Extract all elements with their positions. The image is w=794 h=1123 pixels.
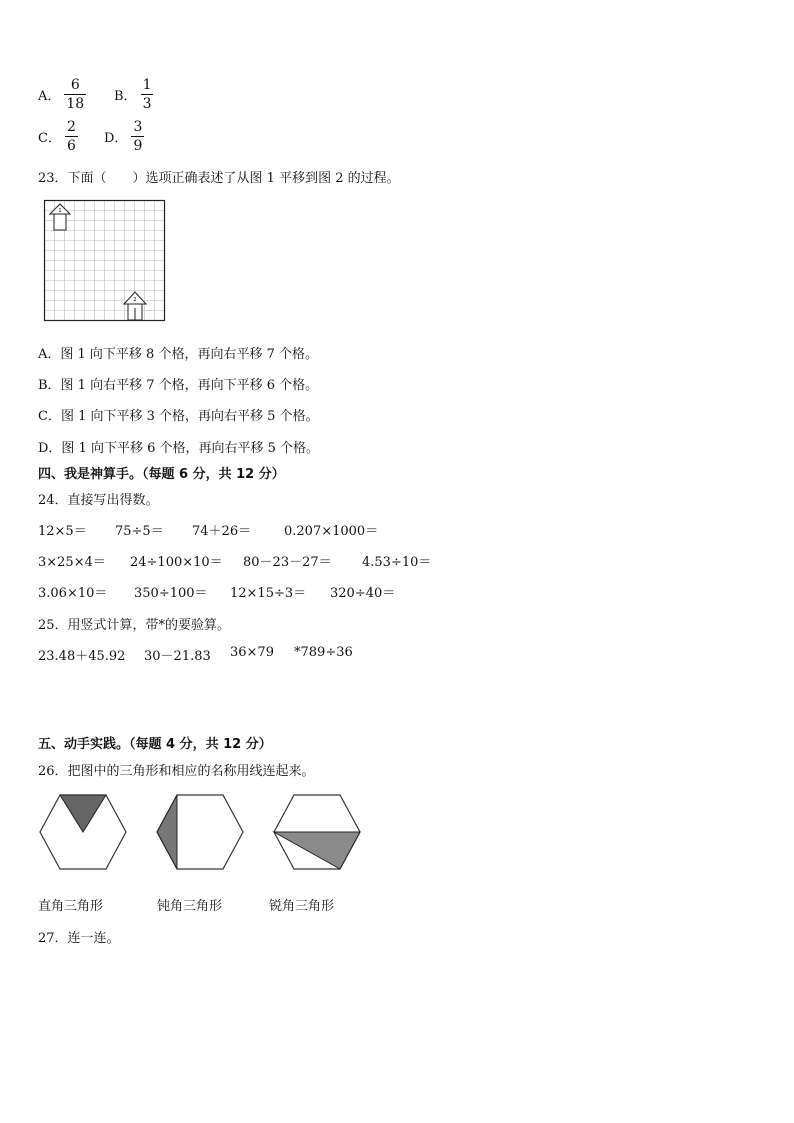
q23-option-d[interactable]: D．图 1 向下平移 6 个格，再向右平移 5 个格。 — [38, 441, 320, 456]
denominator: 18 — [66, 96, 85, 112]
numerator: 3 — [133, 119, 143, 135]
label-right-triangle[interactable]: 直角三角形 — [38, 899, 104, 914]
calc-item: 12×15÷3＝ — [230, 586, 307, 601]
option-letter: D． — [104, 131, 128, 146]
calc-item: 36×79 — [230, 645, 274, 660]
fraction — [64, 78, 86, 111]
calc-item: 320÷40＝ — [330, 586, 396, 601]
calc-item: 4.53÷10＝ — [362, 555, 432, 570]
calc-item: 30－21.83 — [144, 649, 211, 664]
q22-option-b[interactable] — [114, 78, 153, 111]
q23-option-c[interactable]: C．图 1 向下平移 3 个格，再向右平移 5 个格。 — [38, 409, 319, 424]
numerator: 1 — [142, 77, 152, 93]
hexagon-figure-2 — [156, 794, 244, 870]
calc-item: 12×5＝ — [38, 524, 87, 539]
q25-stem: 25．用竖式计算，带*的要验算。 — [38, 618, 231, 633]
section-5-heading: 五、动手实践。（每题 4 分，共 12 分） — [38, 737, 272, 752]
q22-option-c[interactable] — [38, 120, 78, 153]
denominator: 3 — [142, 96, 152, 112]
option-letter: C． — [38, 131, 61, 146]
calc-item: *789÷36 — [294, 645, 353, 660]
calc-item: 3×25×4＝ — [38, 555, 106, 570]
q27-stem: 27．连一连。 — [38, 931, 120, 946]
numerator: 6 — [70, 77, 80, 93]
calc-item: 23.48＋45.92 — [38, 649, 126, 664]
denominator: 9 — [133, 138, 143, 154]
denominator: 6 — [66, 138, 76, 154]
calc-item: 3.06×10＝ — [38, 586, 108, 601]
figure-2-label: 2 — [133, 297, 137, 303]
figure-1-label: 1 — [58, 208, 62, 214]
calc-item: 74＋26＝ — [192, 524, 252, 539]
q23-option-b[interactable]: B．图 1 向右平移 7 个格，再向下平移 6 个格。 — [38, 378, 319, 393]
calc-item: 75÷5＝ — [115, 524, 164, 539]
q23-stem: 23．下面（ ）选项正确表述了从图 1 平移到图 2 的过程。 — [38, 171, 400, 186]
fraction — [131, 120, 144, 153]
numerator: 2 — [66, 119, 76, 135]
option-letter: A． — [38, 89, 61, 104]
q26-stem: 26．把图中的三角形和相应的名称用线连起来。 — [38, 764, 315, 779]
section-4-heading: 四、我是神算手。（每题 6 分，共 12 分） — [38, 467, 285, 482]
calc-item: 80－23－27＝ — [243, 555, 332, 570]
label-obtuse-triangle[interactable]: 钝角三角形 — [157, 899, 223, 914]
option-letter: B． — [114, 89, 137, 104]
calc-item: 24÷100×10＝ — [130, 555, 223, 570]
hexagon-figure-3 — [273, 794, 361, 870]
q24-stem: 24．直接写出得数。 — [38, 493, 159, 508]
triangle-shape-2[interactable] — [157, 795, 177, 869]
hexagon-figure-1 — [39, 794, 127, 870]
label-acute-triangle[interactable]: 锐角三角形 — [269, 899, 335, 914]
q23-option-a[interactable]: A．图 1 向下平移 8 个格，再向右平移 7 个格。 — [38, 347, 318, 362]
calc-item: 0.207×1000＝ — [284, 524, 379, 539]
fraction — [141, 78, 154, 111]
calc-item: 350÷100＝ — [134, 586, 208, 601]
q22-option-a[interactable] — [38, 78, 86, 111]
translation-grid-figure — [44, 200, 166, 322]
fraction — [65, 120, 78, 153]
q22-option-d[interactable] — [104, 120, 144, 153]
